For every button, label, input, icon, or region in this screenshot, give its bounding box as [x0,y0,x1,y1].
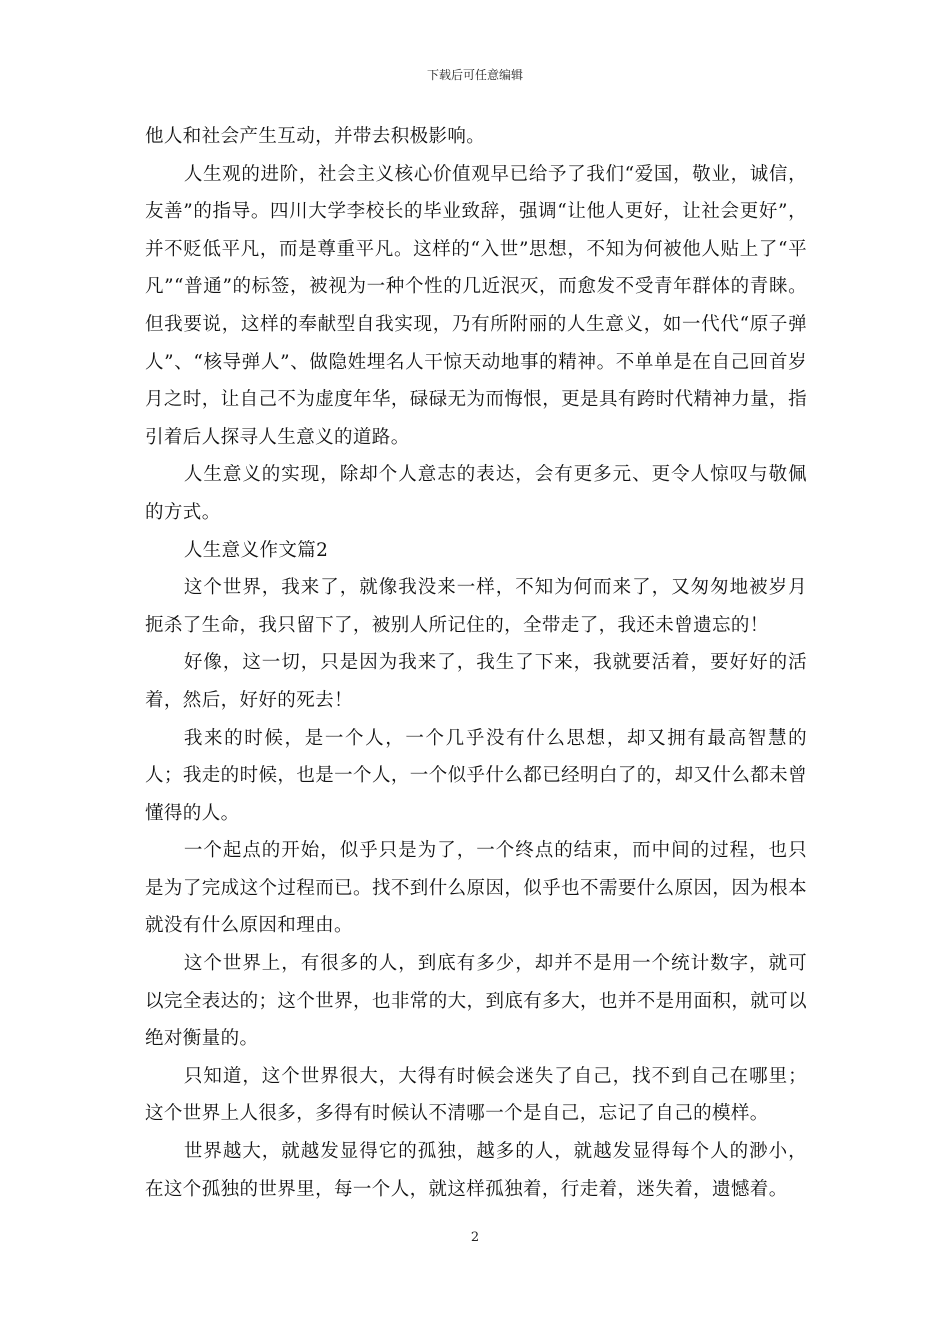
paragraph: 好像，这一切，只是因为我来了，我生了下来，我就要活着，要好好的活着，然后，好好的死去！ [145,652,807,711]
page-header: 下载后可任意编辑 [426,68,523,82]
paragraph: 只知道，这个世界很大，大得有时候会迷失了自己，找不到自己在哪里；这个世界上人很多，多得有时候认不清哪一个是自己，忘记了自己的模样。 [145,1065,807,1125]
paragraph: 我来的时候，是一个人，一个几乎没有什么思想，却又拥有最高智慧的人；我走的时候，也是一个人，一个似乎什么都已经明白了的，却又什么都未曾懂得的人。 [145,727,807,824]
paragraph: 世界越大，就越发显得它的孤独，越多的人，就越发显得每个人的渺小，在这个孤独的世界里，每一个人，就这样孤独着，行走着，迷失着，遗憾着。 [145,1141,807,1200]
paragraph: 人生观的进阶，社会主义核心价值观早已给予了我们“爱国，敬业，诚信，友善”的指导。四川大学李校长的毕业致辞，强调“让他人更好，让社会更好”，并不贬低平凡，而是尊重平凡。这样的“入世”思想，不知为何被他人贴上了“平凡”“普通”的标签，被视为一种个性的几近泯灭，而愈发不受青年群体的青睐。但我要说，这样的奉献型自我实现，乃有所附丽的人生意义，如一代代“原子弹人”、“核导弹人”、做隐姓埋名人干惊天动地事的精神。不单单是在自己回首岁月之时，让自己不为虚度年华，碌碌无为而悔恨，更是具有跨时代精神力量，指引着后人探寻人生意义的道路。 [145,163,807,448]
document-body [145,118,807,1208]
paragraph: 这个世界上，有很多的人，到底有多少，却并不是用一个统计数字，就可以完全表达的；这个世界，也非常的大，到底有多大，也并不是用面积，就可以绝对衡量的。 [145,953,807,1050]
paragraph: 人生意义的实现，除却个人意志的表达，会有更多元、更令人惊叹与敬佩的方式。 [145,464,807,523]
page-number: 2 [470,1230,480,1245]
paragraph: 他人和社会产生互动，并带去积极影响。 [145,126,486,147]
section-heading: 人生意义作文篇2 [183,539,329,561]
paragraph: 这个世界，我来了，就像我没来一样，不知为何而来了，又匆匆地被岁月扼杀了生命，我只留下了，被别人所记住的，全带走了，我还未曾遗忘的！ [145,577,807,636]
paragraph: 一个起点的开始，似乎只是为了，一个终点的结束，而中间的过程，也只是为了完成这个过程而已。找不到什么原因，似乎也不需要什么原因，因为根本就没有什么原因和理由。 [145,840,807,937]
